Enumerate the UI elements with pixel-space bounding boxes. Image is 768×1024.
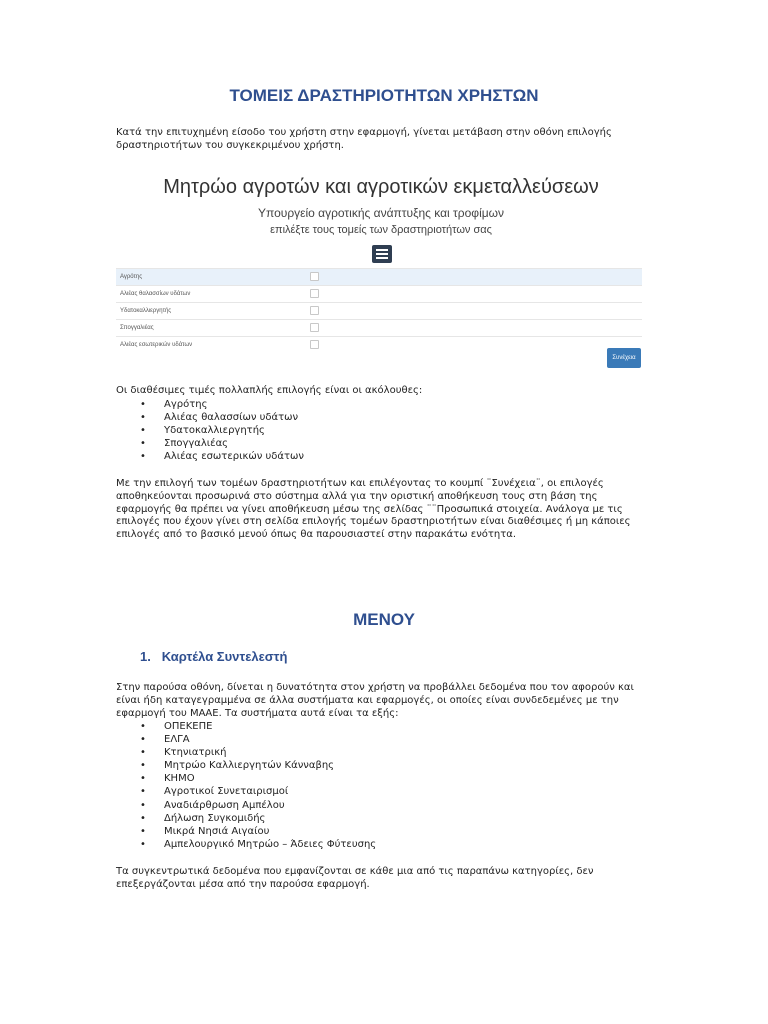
row-checkbox[interactable] [310,272,319,281]
row-checkbox[interactable] [310,306,319,315]
list-item: • ΚΗΜΟ [140,772,376,785]
subsection-label: Καρτέλα Συντελεστή [161,649,288,664]
row-checkbox[interactable] [310,340,319,349]
subsection-number: 1. [140,649,151,664]
list-item: • Μικρά Νησιά Αιγαίου [140,825,376,838]
options-intro: Οι διαθέσιμες τιμές πολλαπλής επιλογής είναι οι ακόλουθες: [116,385,423,396]
section-title-menu: ΜΕΝΟΥ [353,610,415,629]
list-item: • Αγρότης [140,398,304,411]
closing-paragraph: Τα συγκεντρωτικά δεδομένα που εμφανίζονται σε κάθε μια από τις παραπάνω κατηγορίες, δεν επεξεργάζονται μέσα από την παρούσα εφαρμογή. [116,866,594,890]
row-label: Υδατοκαλλιεργητής [116,303,304,320]
systems-list [140,720,376,851]
embedded-screenshot [116,172,646,377]
screenshot-prompt: επιλέξτε τους τομείς των δραστηριοτήτων σας [270,224,492,236]
options-list [140,398,304,463]
list-item: • Αλιέας θαλασσίων υδάτων [140,411,304,424]
list-item: • ΟΠΕΚΕΠΕ [140,720,376,733]
table-row[interactable] [116,303,642,320]
list-item: • Αμπελουργικό Μητρώο – Άδειες Φύτευσης [140,838,376,851]
list-item: • Κτηνιατρική [140,746,376,759]
continue-button[interactable]: Συνέχεια [607,348,641,368]
table-row[interactable] [116,269,642,286]
menu-intro-paragraph: Στην παρούσα οθόνη, δίνεται η δυνατότητα στον χρήστη να προβάλλει δεδομένα που τον αφορούν και είναι ήδη καταγεγραμμένα σε άλλα συστήματα και εφαρμογές, οι οποίες είναι συνδεδεμένες με την εφαρμογή του ΜΑΑΕ. Τα συστήματα αυτά είναι τα εξής: [116,682,634,719]
row-checkbox[interactable] [310,323,319,332]
list-item: • Αναδιάρθρωση Αμπέλου [140,799,376,812]
subsection-title [140,649,287,664]
row-label: Αλιέας θαλασσίων υδάτων [116,286,304,303]
activity-table [116,268,642,353]
list-item: • Σπογγαλιέας [140,437,304,450]
list-item: • Υδατοκαλλιεργητής [140,424,304,437]
table-row[interactable] [116,337,642,354]
row-label: Σπογγαλιέας [116,320,304,337]
intro-paragraph: Κατά την επιτυχημένη είσοδο του χρήστη στην εφαρμογή, γίνεται μετάβαση στην οθόνη επιλογής δραστηριοτήτων του συγκεκριμένου χρήστη. [116,127,612,151]
table-row[interactable] [116,320,642,337]
row-checkbox[interactable] [310,289,319,298]
list-item: • Μητρώο Καλλιεργητών Κάνναβης [140,759,376,772]
row-label: Αγρότης [116,269,304,286]
list-item: • Αγροτικοί Συνεταιρισμοί [140,785,376,798]
screenshot-title: Μητρώο αγροτών και αγροτικών εκμεταλλεύσεων [163,176,599,198]
list-icon [372,245,392,263]
table-row[interactable] [116,286,642,303]
list-item: • Δήλωση Συγκομιδής [140,812,376,825]
list-item: • Αλιέας εσωτερικών υδάτων [140,450,304,463]
selection-paragraph: Με την επιλογή των τομέων δραστηριοτήτων και επιλέγοντας το κουμπί ¨Συνέχεια¨, οι επιλογές αποθηκεύονται προσωρινά στο σύστημα αλλά για την οριστική αποθήκευση τους στη βάση της εφαρμογής θα πρέπει να γίνει αποθήκευση μέσω της σελίδας ¨¨Προσωπικά στοιχεία. Ανάλογα με τις επιλογές που έχουν γίνει στη σελίδα επιλογής τομέων δραστηριοτήτων είναι διαθέσιμες ή μη κάποιες επιλογές από το βασικό μενού όπως θα παρουσιαστεί στην παρακάτω ενότητα. [116,478,631,541]
row-label: Αλιέας εσωτερικών υδάτων [116,337,304,354]
section-title-activities: ΤΟΜΕΙΣ ΔΡΑΣΤΗΡΙΟΤΗΤΩΝ ΧΡΗΣΤΩΝ [229,86,539,105]
list-item: • ΕΛΓΑ [140,733,376,746]
screenshot-subtitle: Υπουργείο αγροτικής ανάπτυξης και τροφίμων [257,206,505,220]
